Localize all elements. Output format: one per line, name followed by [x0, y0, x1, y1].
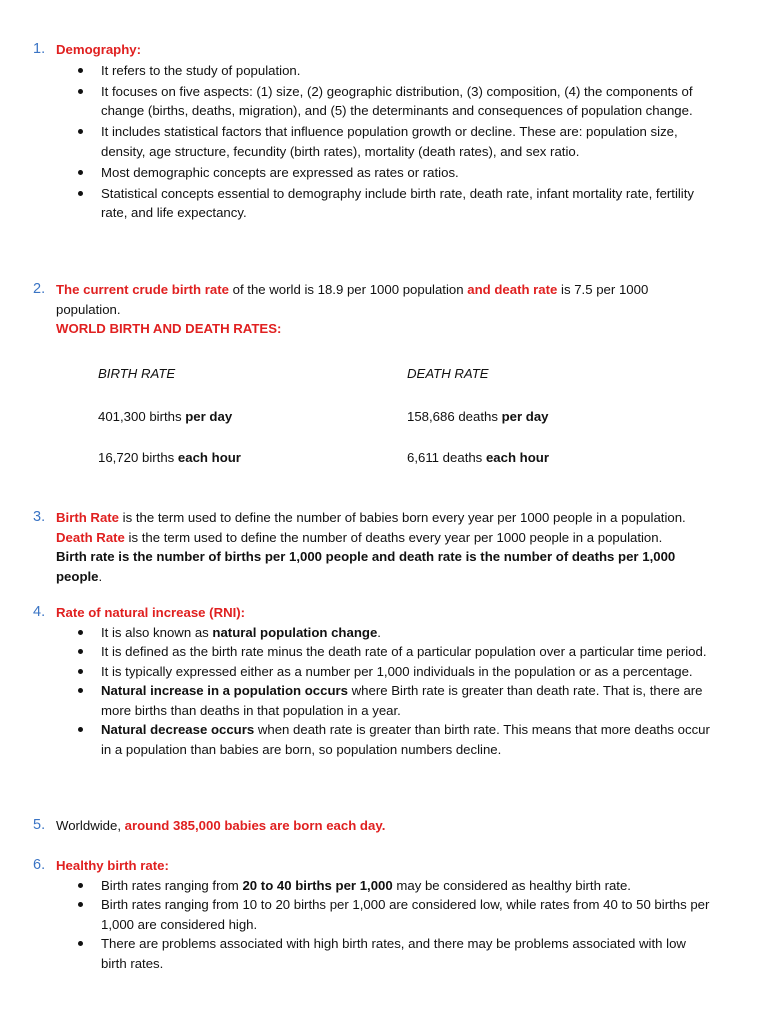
bullet-list [56, 876, 710, 974]
paragraph: Worldwide, around 385,000 babies are born each day. [56, 818, 386, 833]
births-per-hour: 16,720 births each hour [98, 450, 241, 465]
section-title: Healthy birth rate: [56, 858, 169, 873]
births-per-day: 401,300 births per day [98, 409, 233, 424]
section-title: Rate of natural increase (RNI): [56, 605, 246, 620]
death-rate-header: DEATH RATE [407, 366, 489, 381]
section-title: Demography: [56, 42, 141, 57]
section-number: 6. [33, 857, 46, 873]
list-item: It is defined as the birth rate minus the death rate of a particular population over a particular time period. [56, 642, 710, 662]
list-item: Birth rates ranging from 20 to 40 births per 1,000 may be considered as healthy birth rate. [56, 876, 710, 896]
rates-heading: WORLD BIRTH AND DEATH RATES: [56, 321, 282, 336]
birth-rate-header: BIRTH RATE [98, 366, 176, 381]
deaths-per-day: 158,686 deaths per day [407, 409, 549, 424]
highlight-text: The current crude birth rate [56, 282, 229, 297]
list-item: Natural decrease occurs when death rate is greater than birth rate. This means that more deaths occur in a population than babies are born, so population numbers decline. [56, 720, 710, 759]
section-number: 5. [33, 817, 46, 833]
bullet-list [56, 61, 710, 223]
list-item: It focuses on five aspects: (1) size, (2) geographic distribution, (3) composition, (4) the components of change (births, deaths, migration), and (5) the determinants and consequences of population change. [56, 82, 710, 121]
paragraph: Birth Rate is the term used to define the number of babies born every year per 1000 people in a population. Death Rate is the term used to define the number of deaths every year per 1000 people in a population. Birth rate is the number of births per 1,000 people and death rate is the number of deaths per 1,000 people. [56, 510, 686, 584]
list-item: It is also known as natural population change. [56, 623, 710, 643]
highlight-text: and death rate [467, 282, 558, 297]
section-number: 2. [33, 281, 46, 297]
text: is 7.5 per 1000 population. [56, 282, 649, 317]
list-item: Statistical concepts essential to demography include birth rate, death rate, infant mortality rate, fertility rate, and life expectancy. [56, 184, 710, 223]
section-number: 1. [33, 41, 46, 57]
section-number: 4. [33, 604, 46, 620]
deaths-per-hour: 6,611 deaths each hour [407, 450, 549, 465]
bullet-list [56, 623, 710, 760]
list-item: There are problems associated with high birth rates, and there may be problems associated with low birth rates. [56, 934, 710, 973]
list-item: Birth rates ranging from 10 to 20 births per 1,000 are considered low, while rates from 40 to 50 births per 1,000 are considered high. [56, 895, 710, 934]
paragraph [56, 280, 678, 319]
text: of the world is 18.9 per 1000 population [228, 282, 468, 297]
list-item: It is typically expressed either as a number per 1,000 individuals in the population or as a percentage. [56, 662, 710, 682]
list-item: Most demographic concepts are expressed as rates or ratios. [56, 163, 710, 183]
list-item: Natural increase in a population occurs where Birth rate is greater than death rate. That is, there are more births than deaths in that population in a year. [56, 681, 710, 720]
section-number: 3. [33, 509, 46, 525]
list-item: It includes statistical factors that influence population growth or decline. These are: population size, density, age structure, fecundity (birth rates), mortality (death rates), and sex ratio. [56, 122, 710, 161]
list-item: It refers to the study of population. [56, 61, 710, 81]
